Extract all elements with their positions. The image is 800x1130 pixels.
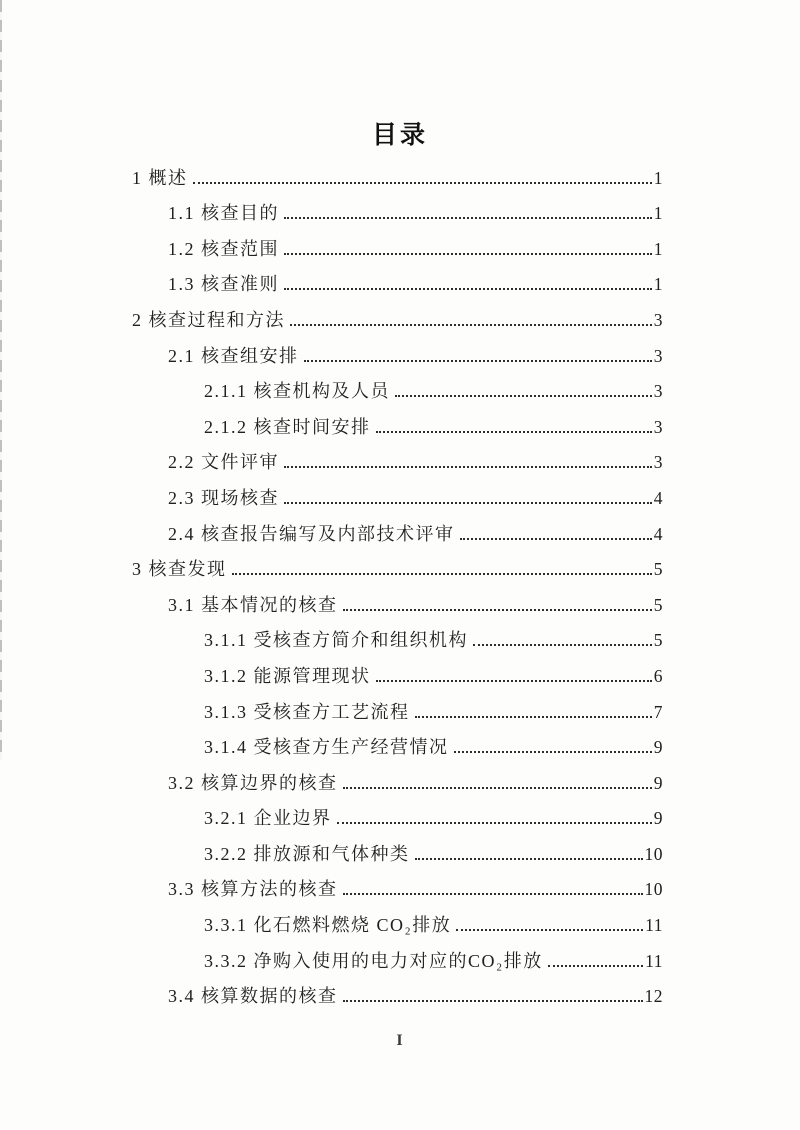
- dot-leader: [337, 822, 652, 824]
- toc-entry: [132, 580, 663, 616]
- dot-leader: [284, 502, 652, 504]
- dot-leader: [284, 288, 652, 290]
- toc-entry: [132, 153, 663, 189]
- dot-leader: [456, 929, 643, 931]
- toc-entry-label: 3.1.2 能源管理现状: [204, 665, 371, 686]
- dot-leader: [304, 360, 652, 362]
- dot-leader: [473, 644, 652, 646]
- toc-entry-page: 1: [653, 274, 663, 295]
- dot-leader: [415, 858, 643, 860]
- toc-entry-page: 11: [645, 915, 663, 936]
- toc-entry-label: 2.4 核查报告编写及内部技术评审: [168, 523, 455, 544]
- toc-entry: [132, 651, 663, 687]
- toc-entry: [132, 900, 663, 936]
- toc-entry: [132, 865, 663, 901]
- dot-leader: [548, 965, 643, 967]
- toc-entry-page: 9: [653, 737, 663, 758]
- dot-leader: [343, 893, 643, 895]
- scan-edge-artifact: [0, 0, 2, 760]
- toc-entry-label: 3 核查发现: [132, 559, 227, 580]
- toc-entry-page: 4: [653, 523, 663, 544]
- toc-entry: [132, 438, 663, 474]
- toc-entry-label: 3.2.1 企业边界: [204, 808, 332, 829]
- toc-entry: [132, 509, 663, 545]
- toc-entry-page: 5: [653, 594, 663, 615]
- toc-entry-page: 12: [644, 986, 663, 1007]
- toc-entry: [132, 189, 663, 225]
- page-title: 目录: [371, 121, 428, 149]
- toc-entry-page: 3: [653, 381, 663, 402]
- toc-entry-page: 5: [653, 630, 663, 651]
- toc-entry-page: 10: [644, 843, 663, 864]
- toc-entry-page: 9: [653, 808, 663, 829]
- toc-entry-page: 11: [645, 950, 663, 971]
- toc-entry: [132, 794, 663, 830]
- toc-entry: [132, 545, 663, 581]
- dot-leader: [395, 395, 652, 397]
- toc-entry-page: 5: [653, 559, 663, 580]
- dot-leader: [415, 716, 652, 718]
- dot-leader: [193, 182, 652, 184]
- toc-entry: [132, 829, 663, 865]
- toc-entry: [132, 936, 663, 972]
- toc-entry-label: 3.1.3 受核查方工艺流程: [204, 701, 410, 722]
- toc-entry: [132, 616, 663, 652]
- toc-entry-label: 1.3 核查准则: [168, 274, 279, 295]
- toc-entry-page: 7: [653, 701, 663, 722]
- toc-entry-page: 3: [653, 345, 663, 366]
- dot-leader: [284, 253, 652, 255]
- toc-entry-page: 3: [653, 309, 663, 330]
- toc-entry: [132, 367, 663, 403]
- toc-entry-page: 1: [653, 203, 663, 224]
- toc-entry-label: 2 核查过程和方法: [132, 309, 285, 330]
- toc-entry: [132, 473, 663, 509]
- toc-entry: [132, 723, 663, 759]
- toc-entry-label: 2.1.2 核查时间安排: [204, 416, 371, 437]
- toc-entry-label: 3.1 基本情况的核查: [168, 594, 338, 615]
- toc-entry: [132, 224, 663, 260]
- toc-list: [132, 153, 663, 1007]
- dot-leader: [290, 324, 652, 326]
- toc-entry-label: 1.1 核查目的: [168, 203, 279, 224]
- toc-entry-label: 3.3.2 净购入使用的电力对应的CO₂排放: [204, 950, 543, 971]
- dot-leader: [232, 573, 652, 575]
- dot-leader: [376, 680, 652, 682]
- toc-entry: [132, 402, 663, 438]
- toc-entry-label: 2.1.1 核查机构及人员: [204, 381, 390, 402]
- footer-page-number: I: [396, 1032, 404, 1049]
- dot-leader: [343, 787, 652, 789]
- toc-entry: [132, 972, 663, 1008]
- toc-entry-label: 2.1 核查组安排: [168, 345, 299, 366]
- toc-entry: [132, 687, 663, 723]
- toc-entry-label: 3.1.4 受核查方生产经营情况: [204, 737, 449, 758]
- toc-entry-label: 2.2 文件评审: [168, 452, 279, 473]
- dot-leader: [454, 751, 652, 753]
- toc-entry-page: 3: [653, 452, 663, 473]
- toc-entry-page: 6: [653, 665, 663, 686]
- toc-entry: [132, 331, 663, 367]
- toc-entry-label: 1.2 核查范围: [168, 238, 279, 259]
- toc-entry-page: 4: [653, 487, 663, 508]
- toc-entry-label: 1 概述: [132, 167, 188, 188]
- toc-entry-label: 3.3.1 化石燃料燃烧 CO₂排放: [204, 915, 452, 936]
- toc-entry: [132, 260, 663, 296]
- dot-leader: [376, 431, 652, 433]
- dot-leader: [343, 1000, 643, 1002]
- dot-leader: [284, 217, 652, 219]
- toc-entry-page: 1: [653, 167, 663, 188]
- toc-entry-label: 3.4 核算数据的核查: [168, 986, 338, 1007]
- toc-entry: [132, 295, 663, 331]
- toc-entry-page: 10: [644, 879, 663, 900]
- toc-entry-label: 3.2 核算边界的核查: [168, 772, 338, 793]
- dot-leader: [284, 466, 652, 468]
- dot-leader: [343, 609, 652, 611]
- toc-entry-page: 1: [653, 238, 663, 259]
- toc-entry-label: 3.3 核算方法的核查: [168, 879, 338, 900]
- toc-entry-label: 3.1.1 受核查方简介和组织机构: [204, 630, 468, 651]
- toc-entry-label: 3.2.2 排放源和气体种类: [204, 843, 410, 864]
- toc-entry-page: 3: [653, 416, 663, 437]
- toc-entry: [132, 758, 663, 794]
- dot-leader: [460, 538, 652, 540]
- toc-entry-page: 9: [653, 772, 663, 793]
- toc-entry-label: 2.3 现场核查: [168, 487, 279, 508]
